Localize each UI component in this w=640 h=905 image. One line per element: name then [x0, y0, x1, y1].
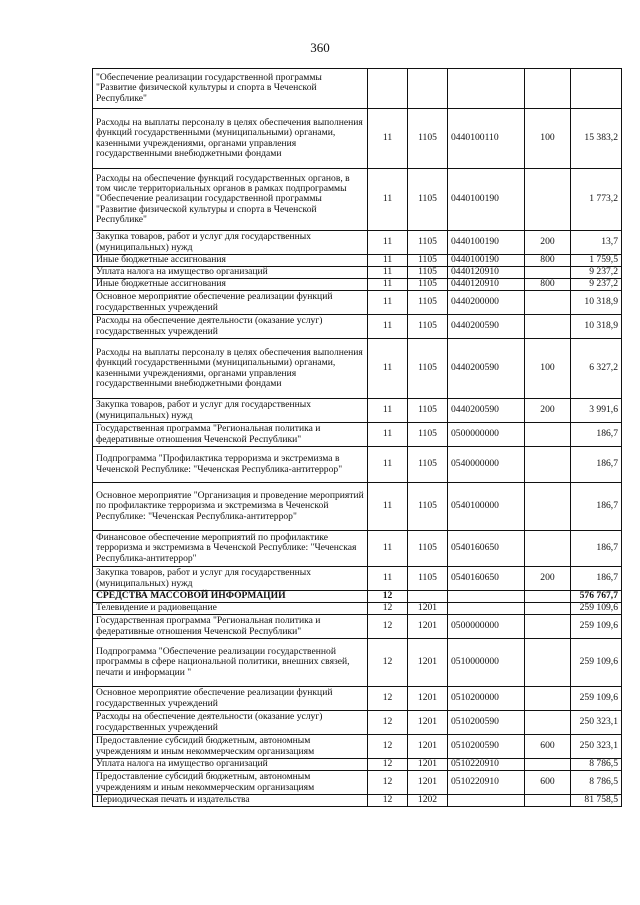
cell-expense-type: [525, 447, 571, 483]
cell-amount: 259 109,6: [571, 615, 622, 639]
cell-section: 12: [368, 711, 408, 735]
cell-expense-type: 800: [525, 255, 571, 267]
cell-target-article: 0440120910: [448, 279, 525, 291]
cell-target-article: 0500000000: [448, 423, 525, 447]
cell-name: Иные бюджетные ассигнования: [93, 279, 368, 291]
cell-subsection: 1105: [408, 169, 448, 231]
cell-section: 11: [368, 291, 408, 315]
cell-subsection: 1201: [408, 639, 448, 687]
cell-amount: 1 773,2: [571, 169, 622, 231]
cell-amount: 250 323,1: [571, 711, 622, 735]
cell-name: "Обеспечение реализации государственной программы "Развитие физической культуры и спорта в Чеченской Республике": [93, 69, 368, 109]
cell-amount: 13,7: [571, 231, 622, 255]
cell-section: 11: [368, 423, 408, 447]
cell-section: 11: [368, 109, 408, 169]
cell-name: Финансовое обеспечение мероприятий по профилактике терроризма и экстремизма в Чеченской Республике: "Чеченская Республика-антитеррор": [93, 531, 368, 567]
cell-amount: [571, 69, 622, 109]
cell-subsection: 1201: [408, 735, 448, 759]
cell-section: 11: [368, 399, 408, 423]
cell-name: Уплата налога на имущество организаций: [93, 759, 368, 771]
cell-expense-type: 600: [525, 771, 571, 795]
cell-expense-type: 100: [525, 339, 571, 399]
cell-expense-type: [525, 291, 571, 315]
cell-name: Подпрограмма "Профилактика терроризма и экстремизма в Чеченской Республике: "Чеченская Республика-антитеррор": [93, 447, 368, 483]
table-row: [93, 267, 622, 279]
cell-target-article: 0540160650: [448, 567, 525, 591]
cell-target-article: 0440200590: [448, 315, 525, 339]
cell-subsection: 1105: [408, 315, 448, 339]
cell-target-article: 0440100110: [448, 109, 525, 169]
table-row: [93, 639, 622, 687]
budget-table: [92, 68, 622, 807]
cell-section: 12: [368, 735, 408, 759]
cell-target-article: 0440200590: [448, 399, 525, 423]
cell-name: Государственная программа "Региональная политика и федеративные отношения Чеченской Республики": [93, 423, 368, 447]
cell-target-article: [448, 603, 525, 615]
cell-amount: 259 109,6: [571, 603, 622, 615]
cell-section: 12: [368, 759, 408, 771]
cell-target-article: 0440100190: [448, 169, 525, 231]
cell-target-article: 0510200590: [448, 711, 525, 735]
cell-section: 11: [368, 315, 408, 339]
cell-expense-type: [525, 267, 571, 279]
budget-table-body: [93, 69, 622, 807]
cell-name: Закупка товаров, работ и услуг для государственных (муниципальных) нужд: [93, 567, 368, 591]
cell-expense-type: 200: [525, 567, 571, 591]
cell-name: Расходы на обеспечение деятельности (оказание услуг) государственных учреждений: [93, 711, 368, 735]
cell-subsection: 1105: [408, 447, 448, 483]
cell-subsection: 1105: [408, 423, 448, 447]
cell-name: Расходы на обеспечение функций государственных органов, в том числе территориальных органов в рамках подпрограммы "Обеспечение реализации государственной программы "Развитие физической культуры и спорта в Чеченской Республике": [93, 169, 368, 231]
cell-subsection: 1105: [408, 267, 448, 279]
cell-expense-type: [525, 759, 571, 771]
cell-section: 11: [368, 267, 408, 279]
cell-amount: 576 767,7: [571, 591, 622, 603]
cell-expense-type: [525, 531, 571, 567]
cell-amount: 81 758,5: [571, 795, 622, 807]
table-row: [93, 339, 622, 399]
cell-subsection: 1201: [408, 711, 448, 735]
cell-section: 11: [368, 255, 408, 267]
cell-amount: 186,7: [571, 447, 622, 483]
cell-amount: 8 786,5: [571, 759, 622, 771]
cell-name: Основное мероприятие обеспечение реализации функций государственных учреждений: [93, 291, 368, 315]
cell-subsection: 1201: [408, 771, 448, 795]
cell-name: Предоставление субсидий бюджетным, автономным учреждениям и иным некоммерческим организациям: [93, 735, 368, 759]
cell-subsection: 1201: [408, 615, 448, 639]
cell-expense-type: [525, 615, 571, 639]
cell-expense-type: 100: [525, 109, 571, 169]
cell-expense-type: [525, 315, 571, 339]
table-row: [93, 795, 622, 807]
cell-target-article: 0440200000: [448, 291, 525, 315]
cell-target-article: 0510200590: [448, 735, 525, 759]
cell-target-article: 0510220910: [448, 759, 525, 771]
cell-subsection: 1105: [408, 567, 448, 591]
cell-amount: 10 318,9: [571, 291, 622, 315]
page-number: 360: [310, 40, 330, 55]
table-row: [93, 315, 622, 339]
cell-section: 11: [368, 231, 408, 255]
cell-amount: 10 318,9: [571, 315, 622, 339]
cell-amount: 259 109,6: [571, 639, 622, 687]
cell-name: Предоставление субсидий бюджетным, автономным учреждениям и иным некоммерческим организациям: [93, 771, 368, 795]
table-row: [93, 615, 622, 639]
cell-section: 11: [368, 447, 408, 483]
table-row: [93, 603, 622, 615]
cell-expense-type: [525, 483, 571, 531]
cell-section: 12: [368, 615, 408, 639]
cell-subsection: [408, 591, 448, 603]
cell-section: [368, 69, 408, 109]
cell-name: Государственная программа "Региональная политика и федеративные отношения Чеченской Республики": [93, 615, 368, 639]
cell-target-article: 0510220910: [448, 771, 525, 795]
cell-section: 12: [368, 603, 408, 615]
table-row: [93, 291, 622, 315]
cell-target-article: 0440120910: [448, 267, 525, 279]
cell-name: Уплата налога на имущество организаций: [93, 267, 368, 279]
cell-subsection: 1105: [408, 255, 448, 267]
cell-expense-type: [525, 711, 571, 735]
cell-expense-type: [525, 169, 571, 231]
cell-target-article: [448, 591, 525, 603]
table-row: [93, 69, 622, 109]
cell-name: Иные бюджетные ассигнования: [93, 255, 368, 267]
table-row: [93, 759, 622, 771]
table-row: [93, 423, 622, 447]
cell-amount: 250 323,1: [571, 735, 622, 759]
cell-amount: 6 327,2: [571, 339, 622, 399]
cell-expense-type: 200: [525, 231, 571, 255]
cell-target-article: 0510200000: [448, 687, 525, 711]
cell-name: Подпрограмма "Обеспечение реализации государственной программы в сфере национальной политики, внешних связей, печати и информации ": [93, 639, 368, 687]
cell-section: 12: [368, 771, 408, 795]
cell-section: 11: [368, 339, 408, 399]
cell-section: 12: [368, 687, 408, 711]
cell-subsection: 1105: [408, 291, 448, 315]
cell-target-article: 0440100190: [448, 255, 525, 267]
cell-expense-type: [525, 639, 571, 687]
cell-subsection: 1105: [408, 531, 448, 567]
cell-amount: 186,7: [571, 531, 622, 567]
cell-expense-type: 600: [525, 735, 571, 759]
cell-name: Основное мероприятие обеспечение реализации функций государственных учреждений: [93, 687, 368, 711]
cell-expense-type: [525, 423, 571, 447]
table-row: [93, 687, 622, 711]
cell-target-article: 0510000000: [448, 639, 525, 687]
cell-name: Расходы на обеспечение деятельности (оказание услуг) государственных учреждений: [93, 315, 368, 339]
cell-name: Телевидение и радиовещание: [93, 603, 368, 615]
cell-target-article: [448, 69, 525, 109]
cell-section: 11: [368, 169, 408, 231]
cell-section: 11: [368, 483, 408, 531]
table-row: [93, 447, 622, 483]
cell-name: Закупка товаров, работ и услуг для государственных (муниципальных) нужд: [93, 399, 368, 423]
cell-section: 11: [368, 567, 408, 591]
cell-name: СРЕДСТВА МАССОВОЙ ИНФОРМАЦИИ: [93, 591, 368, 603]
cell-expense-type: [525, 795, 571, 807]
cell-target-article: [448, 795, 525, 807]
table-row: [93, 399, 622, 423]
table-row: [93, 483, 622, 531]
cell-amount: 186,7: [571, 423, 622, 447]
cell-amount: 186,7: [571, 567, 622, 591]
cell-expense-type: [525, 687, 571, 711]
cell-amount: 15 383,2: [571, 109, 622, 169]
cell-expense-type: 200: [525, 399, 571, 423]
cell-expense-type: [525, 591, 571, 603]
cell-subsection: 1201: [408, 603, 448, 615]
cell-section: 12: [368, 795, 408, 807]
cell-target-article: 0440100190: [448, 231, 525, 255]
cell-amount: 1 759,5: [571, 255, 622, 267]
table-row: [93, 279, 622, 291]
cell-subsection: 1201: [408, 687, 448, 711]
table-row: [93, 711, 622, 735]
table-row: [93, 255, 622, 267]
cell-amount: 9 237,2: [571, 279, 622, 291]
cell-expense-type: [525, 69, 571, 109]
cell-name: Расходы на выплаты персоналу в целях обеспечения выполнения функций государственными (муниципальными) органами, казенными учреждениями, органами управления государственными внебюджетными фондами: [93, 339, 368, 399]
table-row: [93, 531, 622, 567]
cell-amount: 8 786,5: [571, 771, 622, 795]
cell-name: Расходы на выплаты персоналу в целях обеспечения выполнения функций государственными (муниципальными) органами, казенными учреждениями, органами управления государственными внебюджетными фондами: [93, 109, 368, 169]
cell-name: Периодическая печать и издательства: [93, 795, 368, 807]
table-row: [93, 735, 622, 759]
cell-expense-type: [525, 603, 571, 615]
cell-amount: 186,7: [571, 483, 622, 531]
table-row: [93, 109, 622, 169]
cell-section: 11: [368, 279, 408, 291]
cell-name: Закупка товаров, работ и услуг для государственных (муниципальных) нужд: [93, 231, 368, 255]
cell-target-article: 0540100000: [448, 483, 525, 531]
table-row: [93, 771, 622, 795]
cell-subsection: [408, 69, 448, 109]
cell-target-article: 0500000000: [448, 615, 525, 639]
cell-section: 11: [368, 531, 408, 567]
cell-subsection: 1105: [408, 483, 448, 531]
cell-subsection: 1105: [408, 231, 448, 255]
cell-target-article: 0440200590: [448, 339, 525, 399]
table-row: [93, 591, 622, 603]
cell-name: Основное мероприятие "Организация и проведение мероприятий по профилактике терроризма и экстремизма в Чеченской Республике: "Чеченская Республика-антитеррор": [93, 483, 368, 531]
cell-amount: 3 991,6: [571, 399, 622, 423]
cell-subsection: 1105: [408, 109, 448, 169]
table-row: [93, 567, 622, 591]
cell-subsection: 1202: [408, 795, 448, 807]
cell-amount: 9 237,2: [571, 267, 622, 279]
cell-subsection: 1201: [408, 759, 448, 771]
cell-subsection: 1105: [408, 279, 448, 291]
cell-section: 12: [368, 639, 408, 687]
table-row: [93, 231, 622, 255]
table-row: [93, 169, 622, 231]
cell-expense-type: 800: [525, 279, 571, 291]
cell-subsection: 1105: [408, 399, 448, 423]
cell-subsection: 1105: [408, 339, 448, 399]
cell-target-article: 0540160650: [448, 531, 525, 567]
cell-amount: 259 109,6: [571, 687, 622, 711]
cell-target-article: 0540000000: [448, 447, 525, 483]
cell-section: 12: [368, 591, 408, 603]
